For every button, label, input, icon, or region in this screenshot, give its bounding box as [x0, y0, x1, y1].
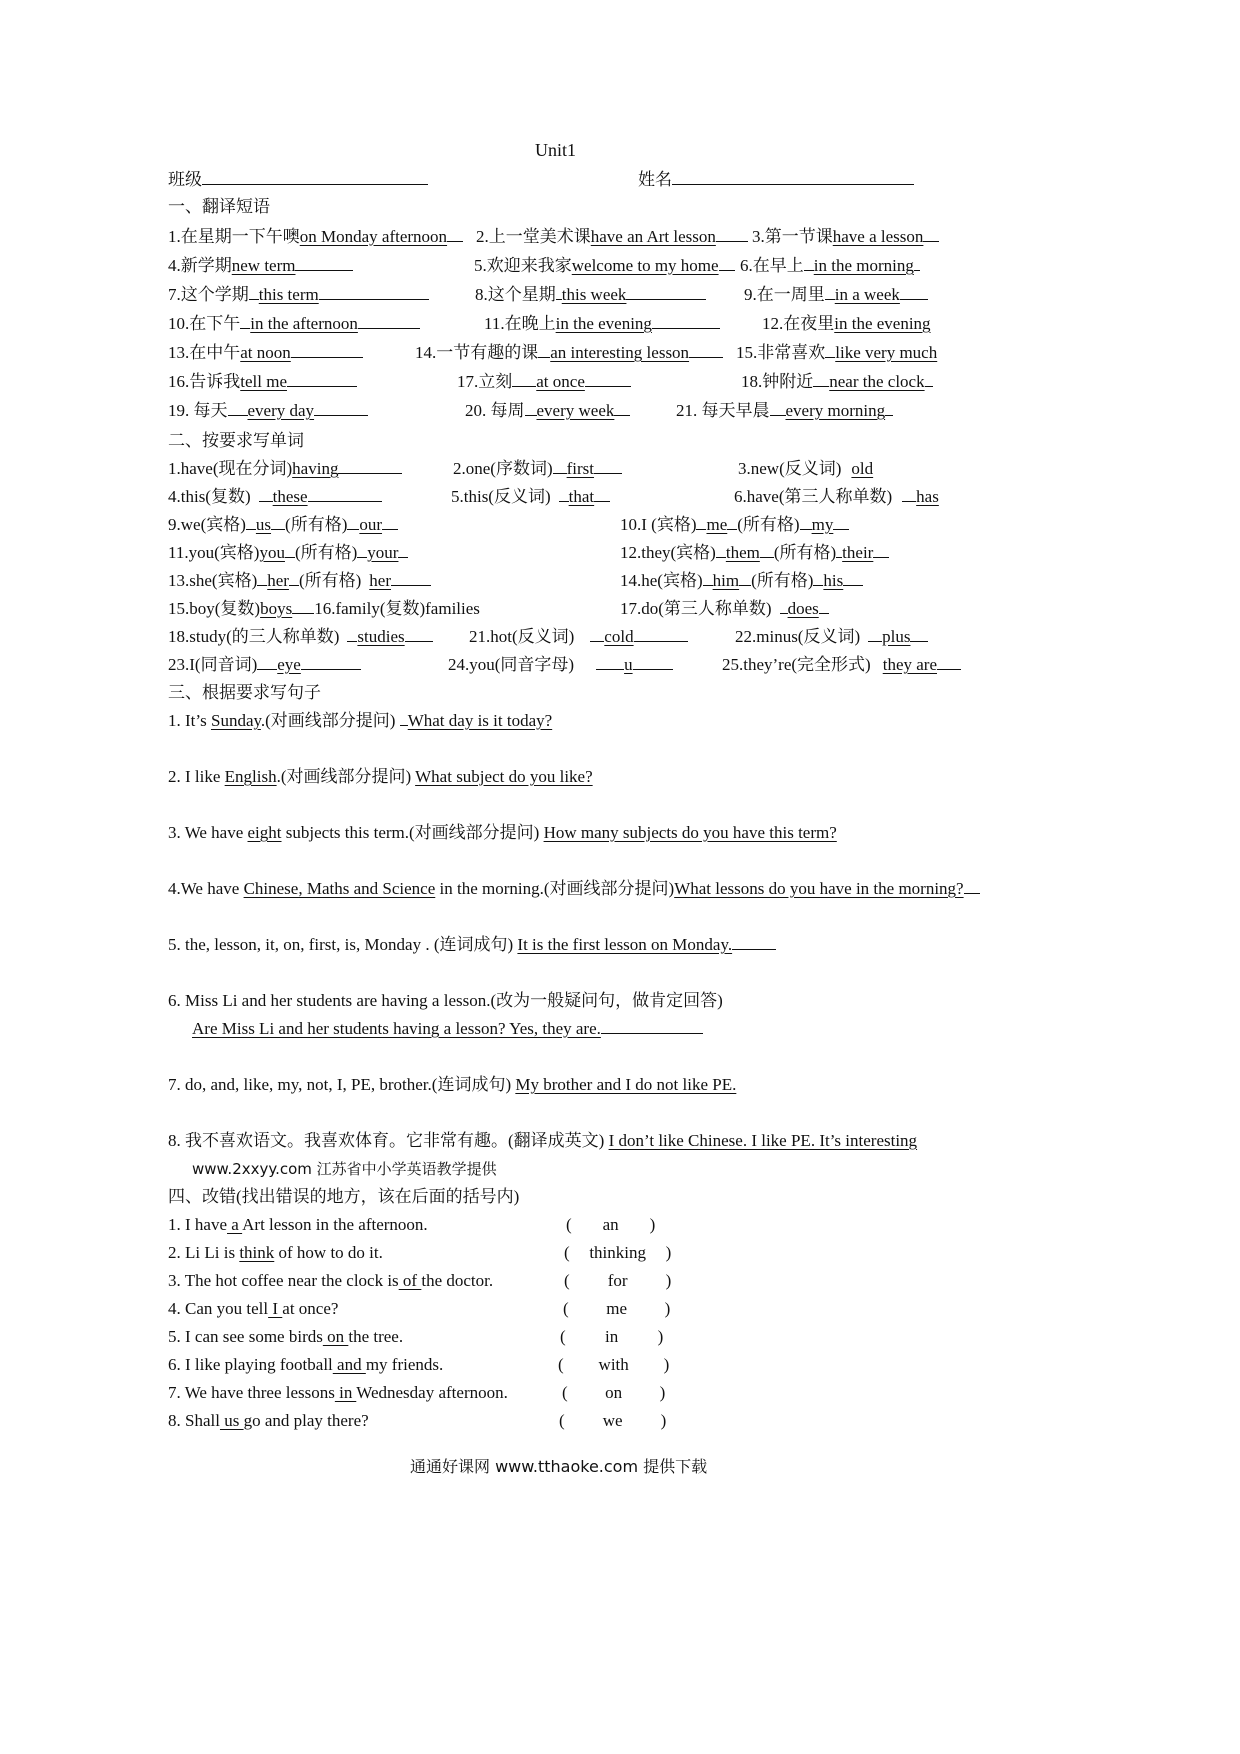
- s2-item-11: 11.you(宾格)you (所有格) your: [168, 542, 408, 564]
- s4-item-1: 1. I have a Art lesson in the afternoon.: [168, 1215, 428, 1234]
- s2-item-12: 12.they(宾格) them (所有格) their: [620, 542, 889, 564]
- name-blank[interactable]: [672, 168, 914, 185]
- s4-item-5: 5. I can see some birds on the tree.: [168, 1327, 404, 1346]
- s3-item-6: 6. Miss Li and her students are having a lesson.(改为一般疑问句，做肯定回答): [168, 991, 723, 1010]
- s2-item-4: 4.this(复数) these: [168, 486, 382, 508]
- s1-item-9: 9.在一周里 in a week: [744, 284, 928, 306]
- s4-item-6: 6. I like playing football and my friends.: [168, 1355, 444, 1374]
- s4-item-8: 8. Shall us go and play there?: [168, 1411, 369, 1430]
- s1-item-7: 7.这个学期 this term: [168, 284, 429, 306]
- page-title: Unit1: [535, 140, 577, 160]
- s2-item-23: 23.I(同音词) eye: [168, 654, 361, 676]
- s4-item-7: 7. We have three lessons in Wednesday afternoon.: [168, 1383, 508, 1402]
- s1-item-3: 3.第一节课have a lesson: [752, 226, 939, 248]
- section3-heading: 三、根据要求写句子: [168, 683, 321, 702]
- s1-item-19: 19. 每天 every day: [168, 400, 368, 422]
- s2-item-10: 10.I (宾格) me (所有格) my: [620, 514, 849, 536]
- s4-answer-3: ( for ): [564, 1271, 672, 1290]
- s1-item-17: 17.立刻 at once: [457, 371, 631, 393]
- s1-item-4: 4.新学期new term: [168, 255, 353, 277]
- s2-item-21: 21.hot(反义词) cold: [469, 626, 688, 648]
- s1-item-1: 1.在星期一下午噢on Monday afternoon: [168, 226, 463, 248]
- s2-item-17: 17.do(第三人称单数) does: [620, 598, 829, 620]
- s4-answer-6: ( with ): [558, 1355, 670, 1374]
- s2-item-13: 13.she(宾格) her (所有格) her: [168, 570, 431, 592]
- s4-answer-5: ( in ): [560, 1327, 664, 1346]
- s3-item-6-answer: Are Miss Li and her students having a lesson? Yes, they are.: [192, 1018, 703, 1040]
- s3-item-2: 2. I like English.(对画线部分提问) What subject do you like?: [168, 767, 593, 786]
- s2-item-9: 9.we(宾格) us (所有格) our: [168, 514, 398, 536]
- s4-answer-4: ( me ): [563, 1299, 671, 1318]
- s2-item-25: 25.they’re(完全形式) they are: [722, 654, 961, 676]
- s2-item-15: 15.boy(复数)boys 16.family(复数)families: [168, 599, 480, 618]
- s1-item-15: 15.非常喜欢 like very much: [736, 343, 938, 362]
- s4-item-3: 3. The hot coffee near the clock is of the doctor.: [168, 1271, 494, 1290]
- class-label: 班级: [168, 170, 202, 189]
- s2-item-22: 22.minus(反义词) plus: [735, 626, 928, 648]
- s3-item-3: 3. We have eight subjects this term.(对画线部分提问) How many subjects do you have this term?: [168, 823, 837, 842]
- s1-item-16: 16.告诉我tell me: [168, 371, 357, 393]
- s2-item-18: 18.study(的三人称单数) studies: [168, 626, 433, 648]
- s2-item-3: 3.new(反义词) old: [738, 459, 874, 478]
- name-label: 姓名: [638, 170, 672, 189]
- s1-item-2: 2.上一堂美术课have an Art lesson: [476, 226, 748, 248]
- class-field[interactable]: [168, 168, 428, 191]
- s2-item-14: 14.he(宾格) him (所有格) his: [620, 570, 863, 592]
- s4-answer-7: ( on ): [562, 1383, 666, 1402]
- s3-item-8: 8. 我不喜欢语文。我喜欢体育。它非常有趣。(翻译成英文) I don’t like Chinese. I like PE. It’s interesting: [168, 1131, 918, 1150]
- section4-heading: 四、改错(找出错误的地方，该在后面的括号内): [168, 1187, 520, 1206]
- s4-item-2: 2. Li Li is think of how to do it.: [168, 1243, 383, 1262]
- class-blank[interactable]: [202, 168, 428, 185]
- s3-item-5: 5. the, lesson, it, on, first, is, Monday . (连词成句) It is the first lesson on Monday.: [168, 934, 776, 956]
- section1-heading: 一、翻译短语: [168, 197, 270, 216]
- section2-heading: 二、按要求写单词: [168, 431, 304, 450]
- s3-item-1: 1. It’s Sunday.(对画线部分提问) What day is it today?: [168, 711, 553, 730]
- s2-item-24: 24.you(同音字母) u: [448, 654, 673, 676]
- s1-item-11: 11.在晚上in the evening: [484, 313, 720, 335]
- s4-answer-2: ( thinking ): [564, 1243, 672, 1262]
- s1-item-20: 20. 每周 every week: [465, 400, 630, 422]
- s2-item-2: 2.one(序数词) first: [453, 458, 622, 480]
- s4-item-4: 4. Can you tell I at once?: [168, 1299, 339, 1318]
- name-field[interactable]: [638, 168, 914, 191]
- credit-line: www.2xxyy.com 江苏省中小学英语教学提供: [192, 1160, 497, 1178]
- s2-item-1: 1.have(现在分词)having: [168, 458, 402, 480]
- s3-item-4: 4.We have Chinese, Maths and Science in the morning.(对画线部分提问)What lessons do you have in the morning?: [168, 878, 980, 900]
- s1-item-13: 13.在中午at noon: [168, 342, 363, 364]
- page-footer: 通通好课网 www.tthaoke.com 提供下载: [410, 1457, 708, 1476]
- s1-item-5: 5.欢迎来我家welcome to my home: [474, 255, 735, 277]
- s1-item-12: 12.在夜里in the evening: [762, 314, 931, 333]
- s1-item-18: 18.钟附近 near the clock: [741, 371, 933, 393]
- s4-answer-8: ( we ): [559, 1411, 667, 1430]
- s1-item-14: 14.一节有趣的课 an interesting lesson: [415, 342, 723, 364]
- s1-item-10: 10.在下午 in the afternoon: [168, 313, 420, 335]
- s1-item-8: 8.这个星期 this week: [475, 284, 706, 306]
- s2-item-6: 6.have(第三人称单数) has: [734, 487, 939, 506]
- s4-answer-1: ( an ): [566, 1215, 656, 1234]
- s1-item-6: 6.在早上 in the morning: [740, 255, 920, 277]
- s1-item-21: 21. 每天早晨 every morning: [676, 400, 893, 422]
- s3-item-7: 7. do, and, like, my, not, I, PE, brother.(连词成句) My brother and I do not like PE.: [168, 1075, 737, 1094]
- s2-item-5: 5.this(反义词) that: [451, 486, 610, 508]
